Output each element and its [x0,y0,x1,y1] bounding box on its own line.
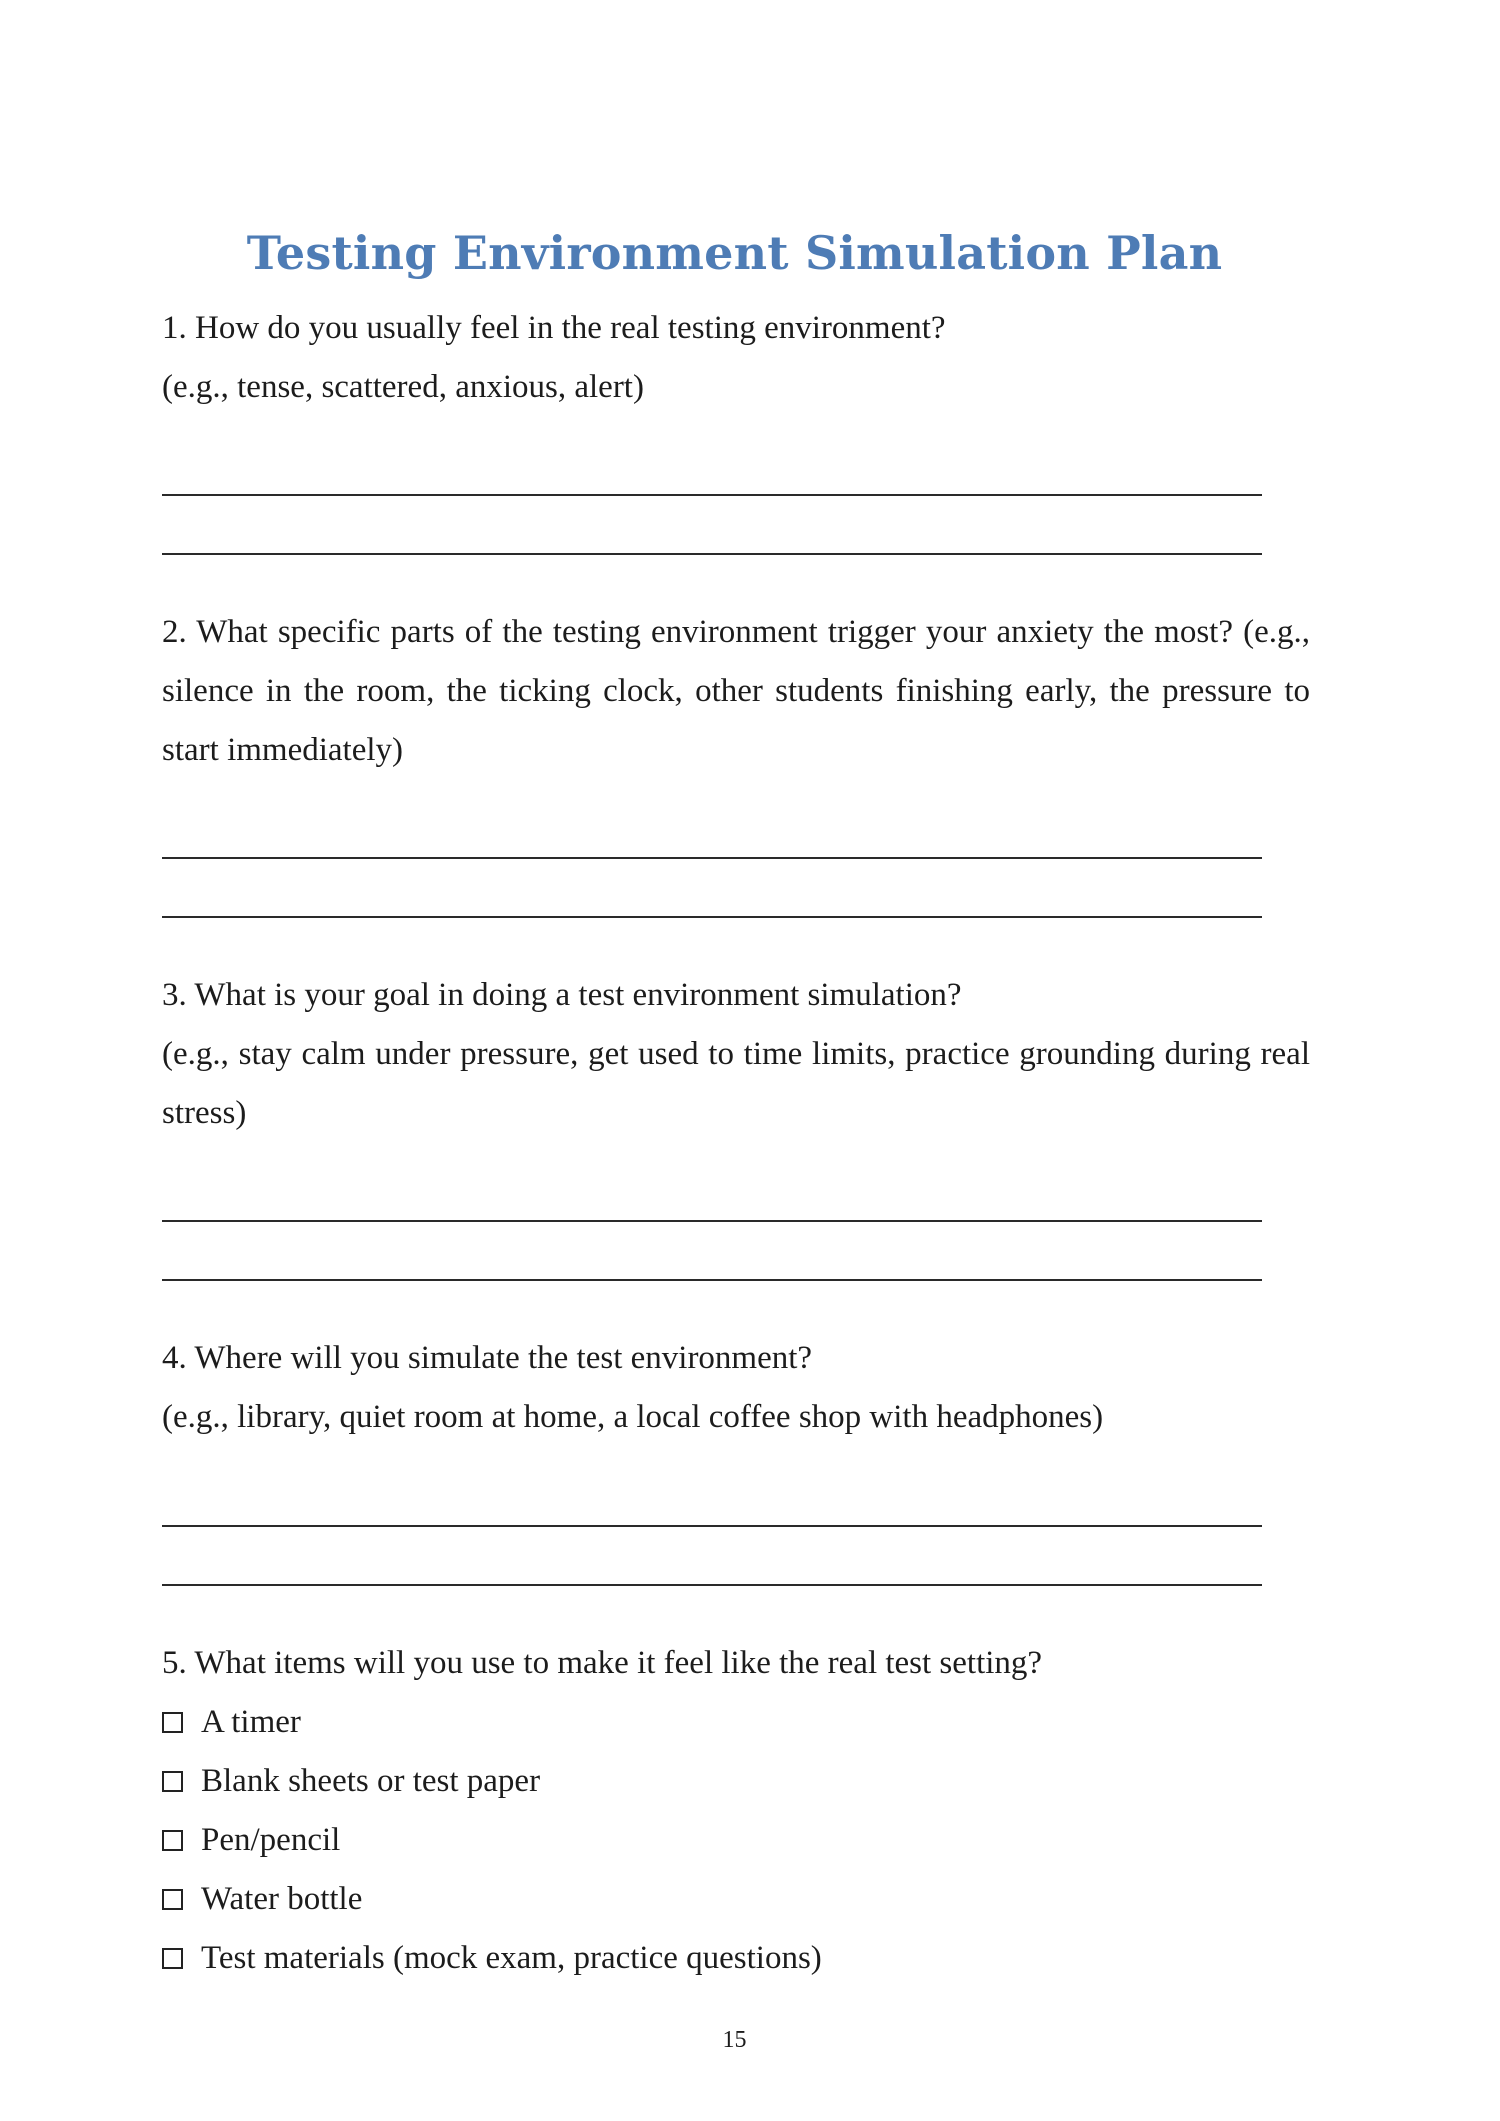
question-3 [162,966,1310,1143]
question-2-answer-line-2[interactable] [162,916,1262,918]
question-3-prompt: 3. What is your goal in doing a test environment simulation? [162,977,962,1013]
checkbox-water-bottle[interactable] [162,1889,183,1910]
checkbox-timer[interactable] [162,1712,183,1733]
checklist-item-test-materials[interactable] [162,1929,1310,1988]
checklist-item-label: Pen/pencil [201,1822,341,1858]
question-3-examples: (e.g., stay calm under pressure, get used to time limits, practice grounding during real stress) [162,1036,1310,1131]
page-title: Testing Environment Simulation Plan [246,225,1223,280]
question-4-prompt: 4. Where will you simulate the test environment? [162,1340,813,1376]
checklist-item-label: Blank sheets or test paper [201,1763,541,1799]
question-1-prompt: 1. How do you usually feel in the real testing environment? [162,310,946,346]
question-1-examples: (e.g., tense, scattered, anxious, alert) [162,369,644,405]
checkbox-blank-sheets[interactable] [162,1771,183,1792]
checkbox-test-materials[interactable] [162,1948,183,1969]
checklist-item-label: Water bottle [201,1881,363,1917]
question-2 [162,603,1310,780]
question-3-answer-line-2[interactable] [162,1279,1262,1281]
question-2-prompt: 2. What specific parts of the testing environment trigger your anxiety the most? (e.g., silence in the room, the ticking clock, other students finishing early, the pressure to start immediately) [162,614,1310,768]
checkbox-pen-pencil[interactable] [162,1830,183,1851]
checklist-item-blank-sheets[interactable] [162,1752,1310,1811]
question-5 [162,1634,1310,1988]
checklist-item-label: Test materials (mock exam, practice questions) [201,1940,822,1976]
question-4 [162,1329,1310,1447]
question-5-prompt: 5. What items will you use to make it feel like the real test setting? [162,1645,1043,1681]
checklist-item-label: A timer [201,1704,301,1740]
question-1-answer-line-2[interactable] [162,553,1262,555]
question-3-answer-line-1[interactable] [162,1220,1262,1222]
question-2-answer-line-1[interactable] [162,857,1262,859]
question-1-answer-line-1[interactable] [162,494,1262,496]
question-4-examples: (e.g., library, quiet room at home, a local coffee shop with headphones) [162,1399,1104,1435]
checklist-item-timer[interactable] [162,1693,1310,1752]
page-number: 15 [722,2027,747,2053]
question-4-answer-line-1[interactable] [162,1525,1262,1527]
checklist-item-water-bottle[interactable] [162,1870,1310,1929]
question-1 [162,299,1310,417]
checklist-item-pen-pencil[interactable] [162,1811,1310,1870]
question-4-answer-line-2[interactable] [162,1584,1262,1586]
